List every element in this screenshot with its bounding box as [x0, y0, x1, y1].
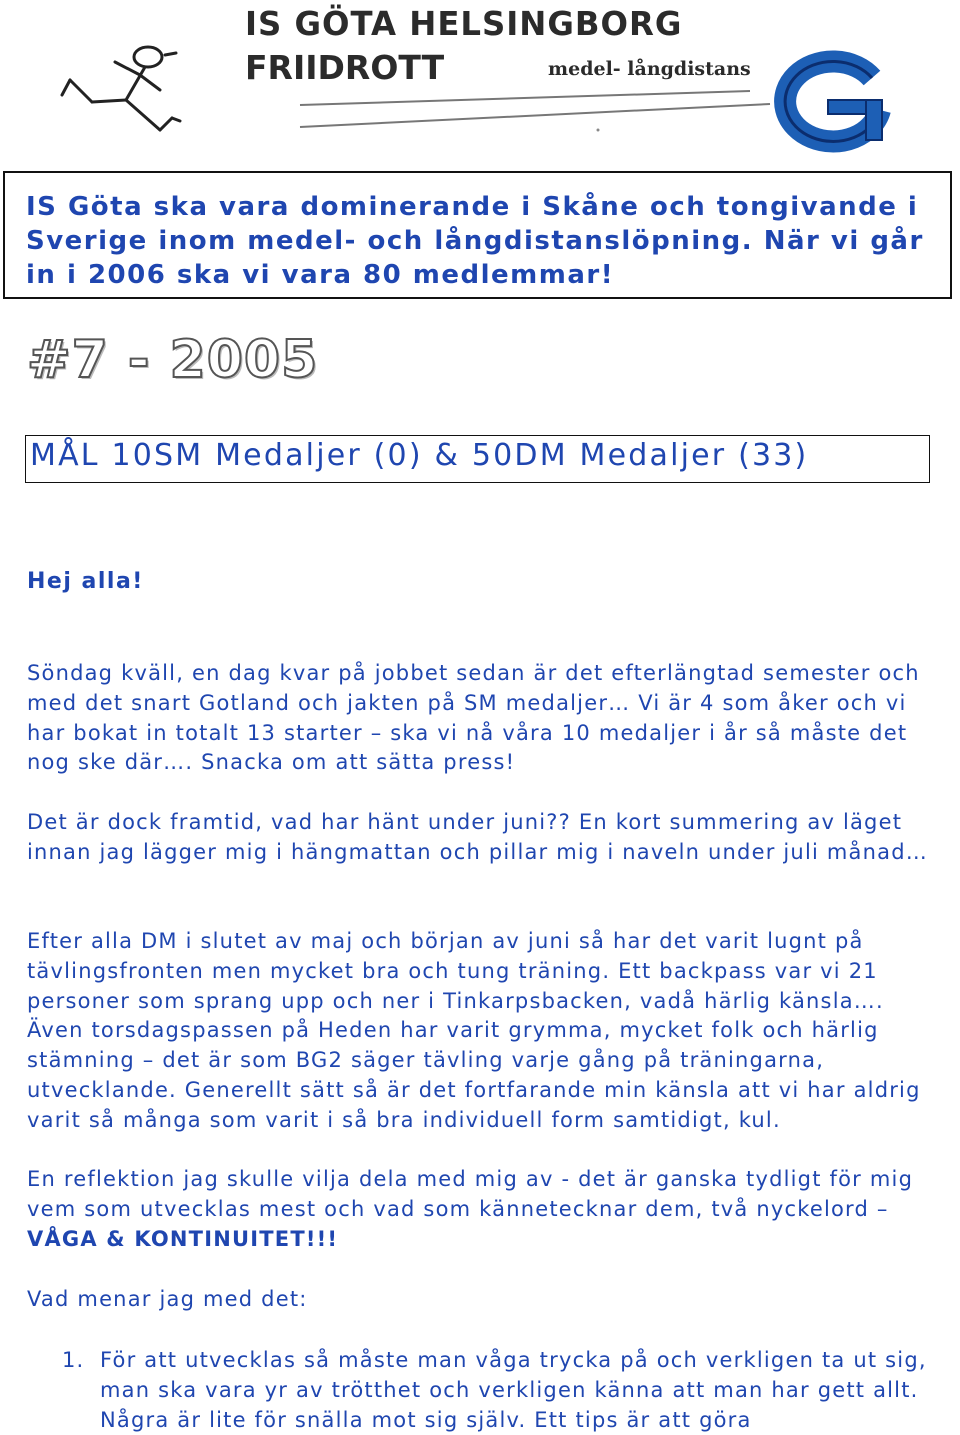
divider-line-top — [300, 91, 750, 105]
paragraph-4 — [27, 1165, 942, 1254]
keywords: VÅGA & KONTINUITET!!! — [27, 1226, 339, 1251]
club-subtitle: FRIIDROTT — [245, 48, 445, 87]
list-item-text: För att utvecklas så måste man våga trycka på och verkligen ta ut sig, man ska vara yr av trötthet och verkligen känna att man har gett allt. Några är lite för snälla mot sig själv. Ett tips är att göra — [100, 1348, 927, 1432]
target-text: MÅL 10SM Medaljer (0) & 50DM Medaljer (33) — [30, 438, 809, 473]
paragraph-3: Efter alla DM i slutet av maj och början av juni så har det varit lugnt på tävlingsfronten men mycket bra och tung träning. Ett backpass var vi 21 personer som sprang upp och ner i Tinkarpsbacken, vadå härlig känsla…. Även torsdagspassen på Heden har varit grymma, mycket folk och härlig stämning – det är som BG2 säger tävling varje gång på träningarna, utvecklande. Generellt sätt så är det fortfarande min känsla att vi har aldrig varit så många som varit i så bra individuell form samtidigt, kul. — [27, 929, 921, 1132]
list-item-number: 1. — [62, 1348, 85, 1372]
runner-stick-figure-icon — [62, 47, 180, 130]
paragraph-5: Vad menar jag med det: — [27, 1287, 308, 1311]
goal-statement: IS Göta ska vara dominerande i Skåne och tongivande i Sverige inom medel- och långdistanslöpning. När vi går in i 2006 ska vi vara 80 medlemmar! — [26, 192, 924, 290]
list-item — [62, 1346, 942, 1435]
paragraph-4-lead: En reflektion jag skulle vilja dela med mig av - det är ganska tydligt för mig vem som utvecklas mest och vad som kännetecknar dem, två nyckelord – — [27, 1167, 914, 1221]
club-g-logo-icon — [785, 61, 882, 141]
paragraph-1: Söndag kväll, en dag kvar på jobbet sedan är det efterlängtad semester och med det snart Gotland och jakten på SM medaljer… Vi är 4 som åker och vi har bokat in totalt 13 starter – ska vi nå våra 10 medaljer i år så måste det nog ske där…. Snacka om att sätta press! — [27, 661, 920, 775]
club-distance-label: medel- långdistans — [548, 58, 751, 80]
club-title: IS GÖTA HELSINGBORG — [245, 4, 683, 43]
greeting: Hej alla! — [27, 569, 144, 594]
divider-line-bottom — [300, 104, 770, 127]
issue-number: #7 - 2005 — [27, 330, 319, 390]
paragraph-2: Det är dock framtid, vad har hänt under juni?? En kort summering av läget innan jag lägger mig i hängmattan och pillar mig i naveln under juli månad… — [27, 810, 928, 864]
